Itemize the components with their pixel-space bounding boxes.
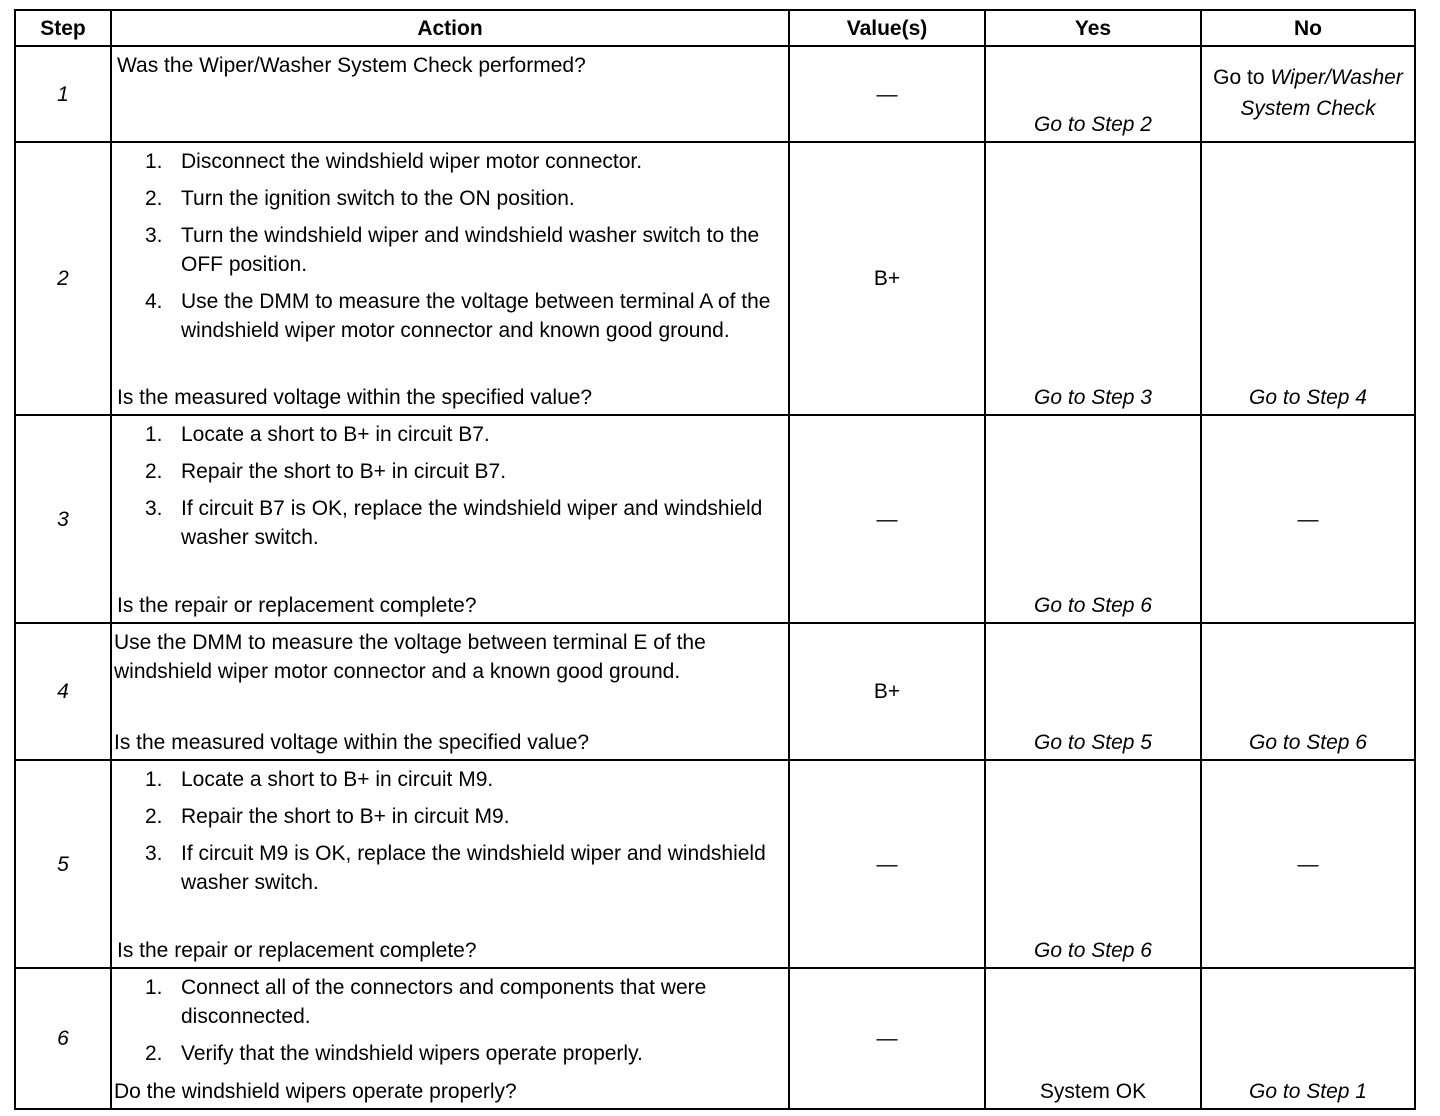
yes-text: Go to Step 2	[1034, 113, 1152, 136]
table-row	[15, 142, 1415, 415]
yes-text: Go to Step 6	[1034, 939, 1152, 962]
action-cell	[111, 46, 789, 142]
list-item-text: Turn the ignition switch to the ON position.	[181, 187, 575, 210]
no-text: Go to Step 1	[1249, 1080, 1367, 1103]
list-item	[117, 147, 782, 176]
no-cell	[1201, 623, 1415, 760]
action-question: Is the repair or replacement complete?	[117, 939, 477, 962]
list-item-text: Verify that the windshield wipers operate properly.	[181, 1042, 643, 1065]
list-item	[117, 802, 782, 831]
action-question: Is the measured voltage within the specified value?	[117, 386, 593, 409]
list-item	[117, 287, 782, 345]
list-item	[117, 420, 782, 449]
action-text: Was the Wiper/Washer System Check performed?	[117, 54, 586, 77]
action-question: Is the measured voltage within the specified value?	[114, 731, 590, 754]
list-item-text: Repair the short to B+ in circuit M9.	[181, 805, 510, 828]
header-yes: Yes	[985, 10, 1201, 46]
step-number: 6	[15, 968, 111, 1109]
header-values: Value(s)	[789, 10, 985, 46]
list-item	[117, 765, 782, 794]
value-cell: —	[789, 760, 985, 968]
yes-text: Go to Step 5	[1034, 731, 1152, 754]
list-item-number: 2.	[145, 805, 163, 828]
diagnostic-table	[14, 9, 1416, 1110]
step-number: 4	[15, 623, 111, 760]
table-row	[15, 415, 1415, 623]
action-cell	[111, 142, 789, 415]
action-cell	[111, 968, 789, 1109]
action-cell	[111, 623, 789, 760]
list-item-text: Locate a short to B+ in circuit B7.	[181, 423, 490, 446]
list-item-text: Disconnect the windshield wiper motor connector.	[181, 150, 643, 173]
list-item	[117, 973, 782, 1031]
list-item-number: 1.	[145, 768, 163, 791]
list-item-number: 1.	[145, 423, 163, 446]
action-steps-list	[117, 973, 782, 1068]
value-cell: B+	[789, 142, 985, 415]
list-item-number: 3.	[145, 842, 163, 865]
list-item-number: 2.	[145, 1042, 163, 1065]
list-item-number: 4.	[145, 290, 163, 313]
action-text: Use the DMM to measure the voltage between terminal E of the windshield wiper motor connector and a known good ground.	[114, 631, 706, 683]
list-item	[117, 839, 782, 897]
list-item	[117, 457, 782, 486]
no-text-line: Wiper/Washer	[1270, 66, 1403, 89]
list-item-number: 2.	[145, 187, 163, 210]
no-text-line: Go to	[1213, 66, 1265, 89]
value-cell: —	[789, 46, 985, 142]
step-number: 3	[15, 415, 111, 623]
action-cell	[111, 415, 789, 623]
yes-cell	[985, 415, 1201, 623]
list-item	[117, 494, 782, 552]
action-steps-list	[117, 420, 782, 552]
value-cell: —	[789, 968, 985, 1109]
table-row	[15, 760, 1415, 968]
header-no: No	[1201, 10, 1415, 46]
yes-text: System OK	[1039, 1080, 1147, 1103]
step-number: 5	[15, 760, 111, 968]
action-question: Do the windshield wipers operate properly?	[114, 1080, 517, 1103]
no-cell	[1201, 46, 1415, 142]
list-item-number: 1.	[145, 976, 163, 999]
list-item-text: Repair the short to B+ in circuit B7.	[181, 460, 507, 483]
yes-cell	[985, 142, 1201, 415]
header-action: Action	[111, 10, 789, 46]
no-text: Go to Step 6	[1249, 731, 1367, 754]
list-item	[117, 184, 782, 213]
yes-cell	[985, 968, 1201, 1109]
yes-text: Go to Step 3	[1034, 386, 1152, 409]
list-item-number: 3.	[145, 224, 163, 247]
list-item-text: If circuit B7 is OK, replace the windshield wiper and windshield washer switch.	[181, 497, 763, 549]
no-cell: —	[1201, 760, 1415, 968]
no-cell	[1201, 142, 1415, 415]
table-row	[15, 623, 1415, 760]
action-cell	[111, 760, 789, 968]
step-number: 1	[15, 46, 111, 142]
list-item-text: Turn the windshield wiper and windshield washer switch to the OFF position.	[181, 224, 760, 276]
no-cell	[1201, 968, 1415, 1109]
action-question: Is the repair or replacement complete?	[117, 594, 477, 617]
value-cell: B+	[789, 623, 985, 760]
list-item	[117, 1039, 782, 1068]
yes-cell	[985, 623, 1201, 760]
list-item-text: Connect all of the connectors and components that were disconnected.	[181, 976, 707, 1028]
no-cell: —	[1201, 415, 1415, 623]
step-number: 2	[15, 142, 111, 415]
table-row	[15, 968, 1415, 1109]
action-steps-list	[117, 147, 782, 345]
list-item-text: Locate a short to B+ in circuit M9.	[181, 768, 494, 791]
header-step: Step	[15, 10, 111, 46]
list-item-number: 1.	[145, 150, 163, 173]
list-item-text: If circuit M9 is OK, replace the windshield wiper and windshield washer switch.	[181, 842, 766, 894]
no-text: Go to Step 4	[1249, 386, 1367, 409]
list-item-number: 2.	[145, 460, 163, 483]
list-item	[117, 221, 782, 279]
list-item-number: 3.	[145, 497, 163, 520]
yes-cell	[985, 46, 1201, 142]
value-cell: —	[789, 415, 985, 623]
yes-cell	[985, 760, 1201, 968]
header-row	[15, 10, 1415, 46]
yes-text: Go to Step 6	[1034, 594, 1152, 617]
table-row	[15, 46, 1415, 142]
list-item-text: Use the DMM to measure the voltage between terminal A of the windshield wiper motor connector and known good ground.	[181, 290, 771, 342]
no-text-line: System Check	[1240, 97, 1376, 120]
action-steps-list	[117, 765, 782, 897]
